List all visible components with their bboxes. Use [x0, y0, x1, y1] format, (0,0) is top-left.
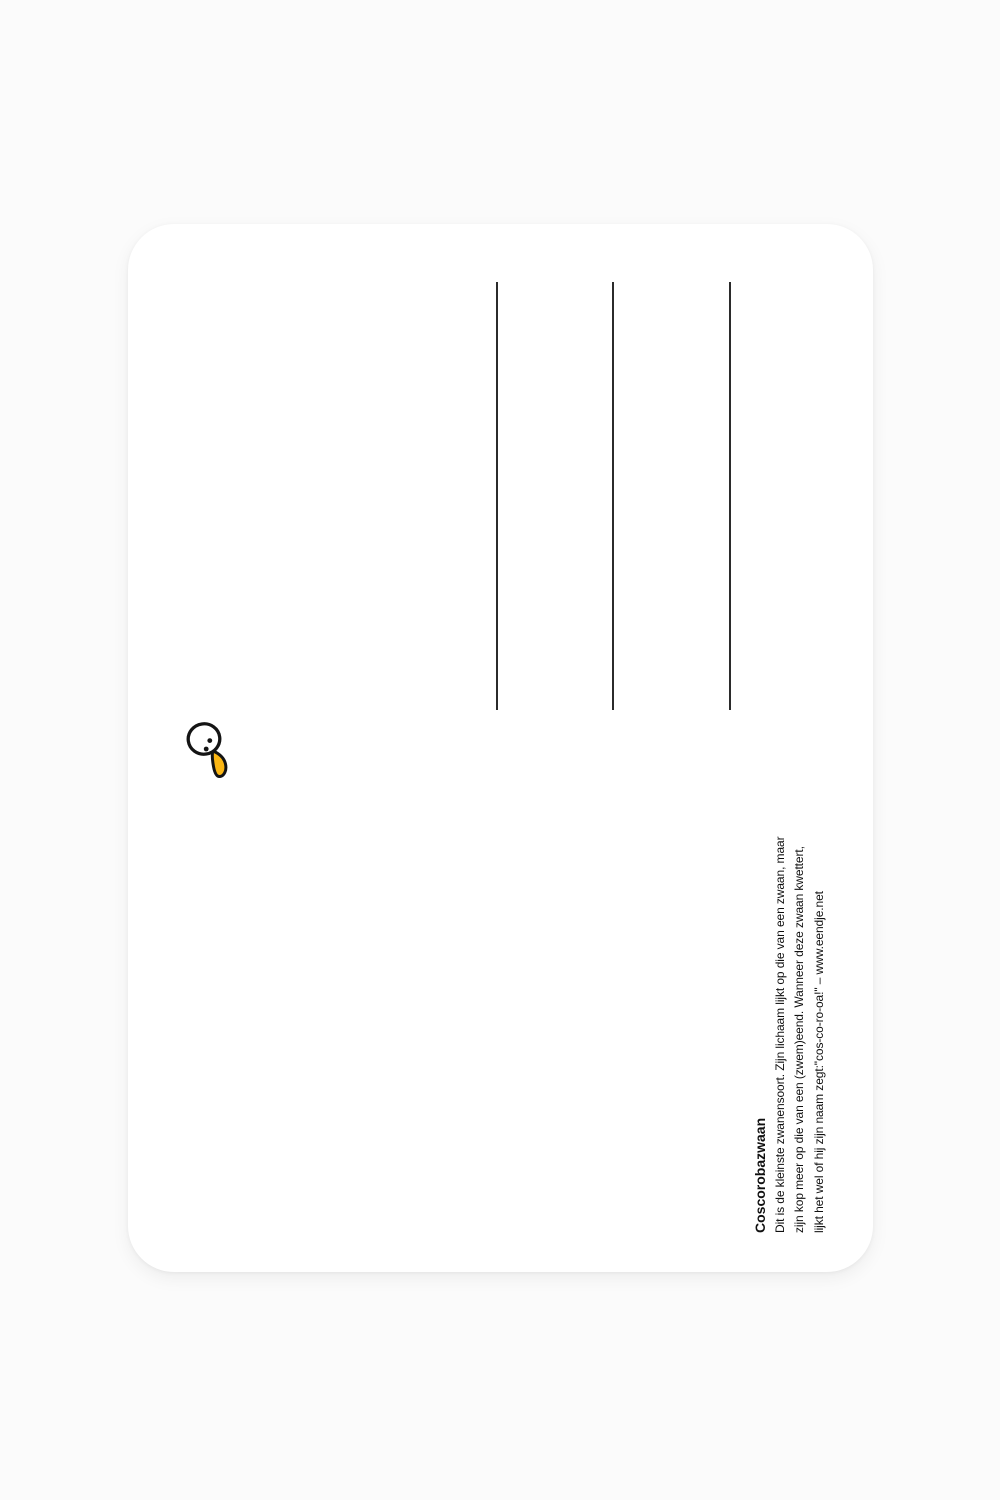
species-heading: Coscorobazwaan — [752, 1117, 768, 1233]
species-description-line: lijkt het wel of hij zijn naam zegt:"cos-co-ro-oa!" – www.eendje.net — [811, 891, 826, 1233]
duck-head-icon — [186, 721, 230, 781]
duck-beak — [212, 751, 226, 777]
info-text-block — [751, 791, 833, 1233]
duck-eye-left — [204, 747, 209, 752]
species-description-line: Dit is de kleinste zwanensoort. Zijn lichaam lijkt op die van een zwaan, maar — [772, 836, 787, 1233]
address-line — [612, 282, 614, 710]
duck-eye-right — [207, 738, 212, 743]
address-line — [496, 282, 498, 710]
postcard — [128, 224, 873, 1272]
address-line — [729, 282, 731, 710]
species-description-line: zijn kop meer op die van een (zwem)eend. Wanneer deze zwaan kwettert, — [792, 846, 807, 1233]
